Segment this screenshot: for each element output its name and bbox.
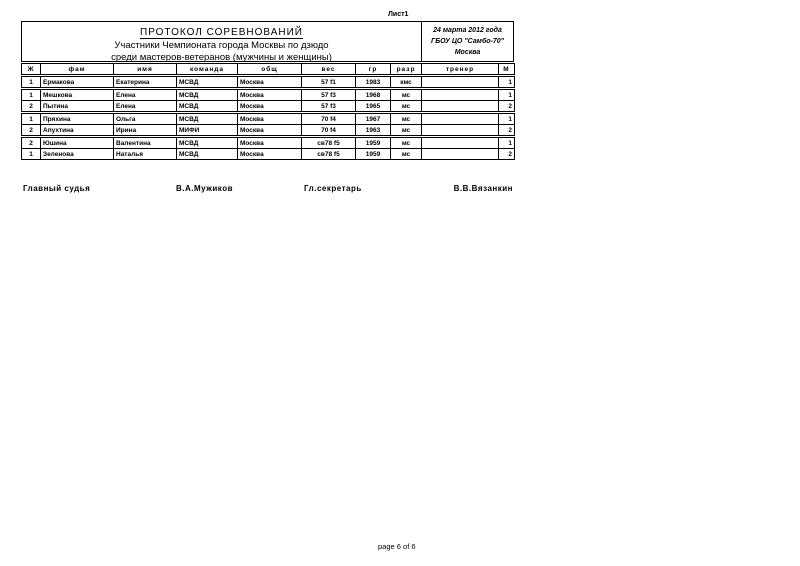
cell-m: 2 xyxy=(499,101,515,112)
cell-razr: мс xyxy=(391,114,422,125)
cell-team: МСВД xyxy=(177,149,238,160)
cell-ves: 70 f4 xyxy=(302,114,356,125)
page-number: page 6 of 6 xyxy=(378,542,416,551)
cell-trainer xyxy=(422,114,499,125)
cell-razr: кмс xyxy=(391,77,422,88)
column-header: команда xyxy=(177,64,238,75)
column-header: разр xyxy=(391,64,422,75)
cell-name: Ирина xyxy=(114,125,177,136)
cell-team: МСВД xyxy=(177,77,238,88)
header-row xyxy=(22,64,515,75)
cell-fam: Пытина xyxy=(41,101,114,112)
table-row xyxy=(22,114,515,125)
table-row xyxy=(22,138,515,149)
cell-obsh: Москва xyxy=(238,125,302,136)
cell-obsh: Москва xyxy=(238,114,302,125)
cell-trainer xyxy=(422,138,499,149)
secretary-name: В.В.Вязанкин xyxy=(453,184,513,193)
cell-fam: Пряхина xyxy=(41,114,114,125)
column-header: М xyxy=(499,64,515,75)
cell-name: Елена xyxy=(114,101,177,112)
cell-name: Наталья xyxy=(114,149,177,160)
results-table xyxy=(21,63,515,160)
cell-team: МСВД xyxy=(177,138,238,149)
event-info xyxy=(422,25,513,58)
sheet-label: Лист1 xyxy=(388,11,409,18)
cell-obsh: Москва xyxy=(238,90,302,101)
cell-razr: мс xyxy=(391,101,422,112)
table-row xyxy=(22,125,515,136)
cell-gr: 1963 xyxy=(356,125,391,136)
cell-zh: 1 xyxy=(22,149,41,160)
cell-obsh: Москва xyxy=(238,149,302,160)
cell-team: МСВД xyxy=(177,101,238,112)
cell-obsh: Москва xyxy=(238,101,302,112)
judge-title: Главный судья xyxy=(23,184,91,193)
cell-zh: 2 xyxy=(22,125,41,136)
judge-name: В.А.Мужиков xyxy=(176,184,234,193)
cell-fam: Мешкова xyxy=(41,90,114,101)
cell-team: МИФИ xyxy=(177,125,238,136)
cell-trainer xyxy=(422,149,499,160)
subtitle-line-1: Участники Чемпионата города Москвы по дзюдо xyxy=(114,40,329,51)
cell-fam: Ермакова xyxy=(41,77,114,88)
table-row xyxy=(22,77,515,88)
cell-name: Валентина xyxy=(114,138,177,149)
cell-ves: 57 f3 xyxy=(302,90,356,101)
results-body xyxy=(22,75,515,160)
cell-ves: 57 f3 xyxy=(302,101,356,112)
table-row xyxy=(22,90,515,101)
column-header: гр xyxy=(356,64,391,75)
cell-name: Екатерина xyxy=(114,77,177,88)
cell-team: МСВД xyxy=(177,114,238,125)
column-header: Ж xyxy=(22,64,41,75)
cell-razr: мс xyxy=(391,138,422,149)
cell-trainer xyxy=(422,125,499,136)
cell-ves: св78 f5 xyxy=(302,138,356,149)
cell-zh: 1 xyxy=(22,90,41,101)
cell-m: 1 xyxy=(499,138,515,149)
event-city: Москва xyxy=(454,49,481,56)
event-date: 24 марта 2012 года xyxy=(433,27,502,34)
cell-fam: Юшина xyxy=(41,138,114,149)
cell-gr: 1959 xyxy=(356,138,391,149)
column-header: фам xyxy=(41,64,114,75)
cell-trainer xyxy=(422,101,499,112)
cell-trainer xyxy=(422,90,499,101)
cell-name: Ольга xyxy=(114,114,177,125)
cell-razr: мс xyxy=(391,90,422,101)
cell-m: 1 xyxy=(499,77,515,88)
table-row xyxy=(22,101,515,112)
cell-gr: 1983 xyxy=(356,77,391,88)
cell-gr: 1965 xyxy=(356,101,391,112)
title-block xyxy=(22,22,422,61)
cell-m: 2 xyxy=(499,125,515,136)
cell-obsh: Москва xyxy=(238,77,302,88)
column-header: вес xyxy=(302,64,356,75)
cell-zh: 1 xyxy=(22,77,41,88)
cell-ves: 70 f4 xyxy=(302,125,356,136)
cell-obsh: Москва xyxy=(238,138,302,149)
cell-razr: мс xyxy=(391,149,422,160)
cell-razr: мс xyxy=(391,125,422,136)
cell-gr: 1959 xyxy=(356,149,391,160)
column-header: имя xyxy=(114,64,177,75)
protocol-title: ПРОТОКОЛ СОРЕВНОВАНИЙ xyxy=(140,27,303,38)
cell-ves: 57 f1 xyxy=(302,77,356,88)
cell-m: 2 xyxy=(499,149,515,160)
cell-zh: 2 xyxy=(22,101,41,112)
cell-ves: св78 f5 xyxy=(302,149,356,160)
column-header: общ xyxy=(238,64,302,75)
cell-zh: 1 xyxy=(22,114,41,125)
cell-m: 1 xyxy=(499,90,515,101)
protocol-header xyxy=(21,21,514,62)
cell-name: Елена xyxy=(114,90,177,101)
cell-team: МСВД xyxy=(177,90,238,101)
cell-zh: 2 xyxy=(22,138,41,149)
cell-gr: 1968 xyxy=(356,90,391,101)
column-header: тренер xyxy=(422,64,499,75)
subtitle-line-2: среди мастеров-ветеранов (мужчины и женщины) xyxy=(111,52,332,63)
secretary-title: Гл.секретарь xyxy=(304,184,362,193)
table-row xyxy=(22,149,515,160)
cell-fam: Зеленова xyxy=(41,149,114,160)
cell-gr: 1967 xyxy=(356,114,391,125)
event-venue: ГБОУ ЦО "Самбо-70" xyxy=(430,38,504,45)
cell-m: 1 xyxy=(499,114,515,125)
cell-fam: Апухтина xyxy=(41,125,114,136)
cell-trainer xyxy=(422,77,499,88)
